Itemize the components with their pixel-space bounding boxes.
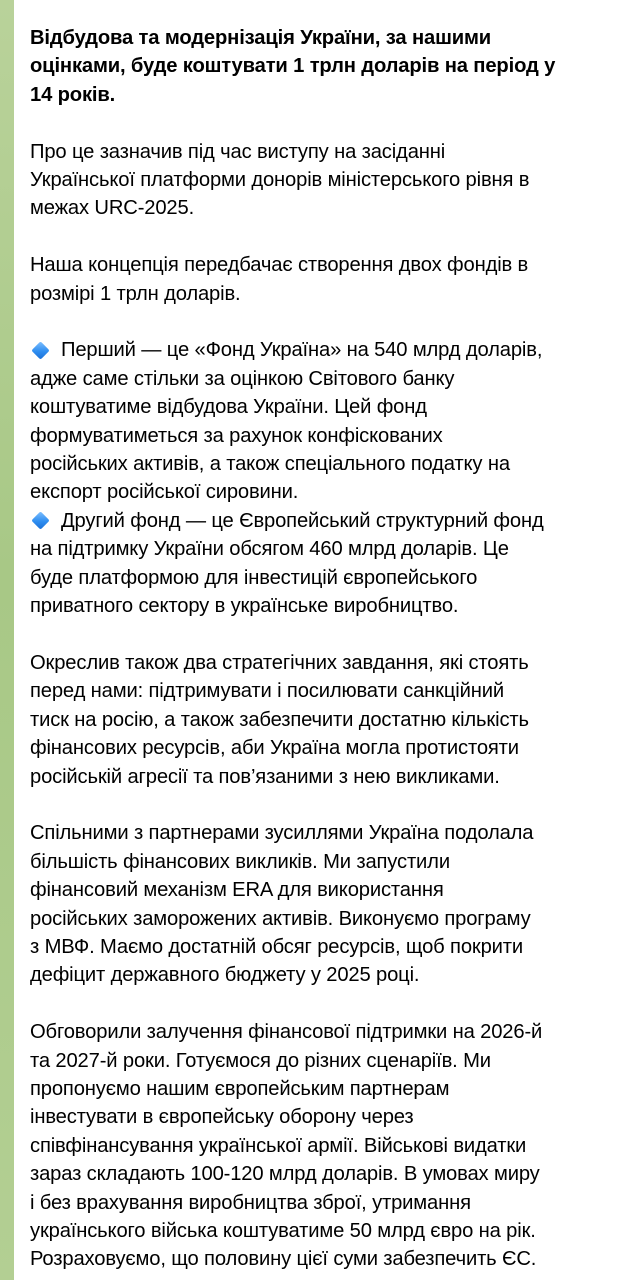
message-text [30, 24, 601, 1274]
bullet-line: формуватиметься за рахунок конфіскованих [30, 424, 443, 447]
paragraph-line: межах URC-2025. [30, 197, 195, 220]
bullet-item [30, 336, 601, 506]
paragraph-line: дефіцит державного бюджету у 2025 році. [30, 964, 420, 987]
message-lead [30, 24, 601, 109]
paragraph-line: Окреслив також два стратегічних завдання, які стоять [30, 651, 529, 674]
paragraph-line: пропонуємо нашим європейським партнерам [30, 1077, 450, 1100]
paragraph-line: розмірі 1 трлн доларів. [30, 282, 241, 305]
paragraph-line: фінансовий механізм ERA для використання [30, 879, 444, 902]
message-paragraph [30, 1018, 601, 1274]
paragraph-line: Про це зазначив під час виступу на засіданні [30, 140, 446, 163]
paragraph-line: інвестувати в європейську оборону через [30, 1106, 414, 1129]
bullet-line: адже саме стільки за оцінкою Світового банку [30, 367, 455, 390]
paragraph-line: тиск на росію, а також забезпечити достатню кількість [30, 708, 529, 731]
paragraph-line: зараз складають 100-120 млрд доларів. В умовах миру [30, 1163, 540, 1186]
message-paragraph [30, 138, 601, 223]
paragraph-line: та 2027-й роки. Готуємося до різних сценаріїв. Ми [30, 1049, 491, 1072]
bullet-line: російських активів, а також спеціального податку на [30, 453, 510, 476]
bullet-line [30, 507, 601, 535]
small-blue-diamond-icon [31, 511, 49, 529]
paragraph-line: Розраховуємо, що половину цієї суми забезпечить ЄС. [30, 1248, 537, 1271]
paragraph-line: російських заморожених активів. Виконуємо програму [30, 907, 531, 930]
bullet-line: експорт російської сировини. [30, 481, 299, 504]
bullet-text: Перший — це «Фонд Україна» на 540 млрд доларів, [61, 339, 543, 362]
message-bubble [14, 0, 621, 1280]
bullet-line: на підтримку України обсягом 460 млрд доларів. Це [30, 538, 509, 561]
paragraph-line: Спільними з партнерами зусиллями Україна подолала [30, 822, 534, 845]
paragraph-line: і без врахування виробництва зброї, утримання [30, 1191, 471, 1214]
lead-line: 14 років. [30, 83, 116, 106]
paragraph-line: українського війська коштуватиме 50 млрд євро на рік. [30, 1219, 536, 1242]
paragraph-line: більшість фінансових викликів. Ми запустили [30, 850, 450, 873]
bullet-line: коштуватиме відбудова України. Цей фонд [30, 396, 427, 419]
paragraph-line: Наша концепція передбачає створення двох фондів в [30, 254, 529, 277]
bullet-item [30, 507, 601, 621]
bullet-line [30, 336, 601, 364]
message-paragraph [30, 649, 601, 791]
bullet-line: приватного сектору в українське виробництво. [30, 595, 459, 618]
lead-line: Відбудова та модернізація України, за нашими [30, 27, 492, 49]
paragraph-line: співфінансування української армії. Військові видатки [30, 1134, 527, 1157]
bullet-text: Другий фонд — це Європейський структурний фонд [61, 509, 544, 532]
paragraph-line: російській агресії та пов’язаними з нею викликами. [30, 765, 500, 788]
lead-line: оцінками, буде коштувати 1 трлн доларів на період у [30, 55, 556, 78]
message-paragraph [30, 251, 601, 308]
paragraph-line: фінансових ресурсів, аби Україна могла протистояти [30, 737, 519, 760]
paragraph-line: Української платформи донорів міністерського рівня в [30, 169, 530, 192]
message-paragraph [30, 819, 601, 989]
small-blue-diamond-icon [31, 341, 49, 359]
paragraph-line: перед нами: підтримувати і посилювати санкційний [30, 680, 504, 703]
paragraph-line: Обговорили залучення фінансової підтримки на 2026-й [30, 1021, 543, 1044]
paragraph-line: з МВФ. Маємо достатній обсяг ресурсів, щоб покрити [30, 935, 524, 958]
bullet-line: буде платформою для інвестицій європейського [30, 566, 478, 589]
